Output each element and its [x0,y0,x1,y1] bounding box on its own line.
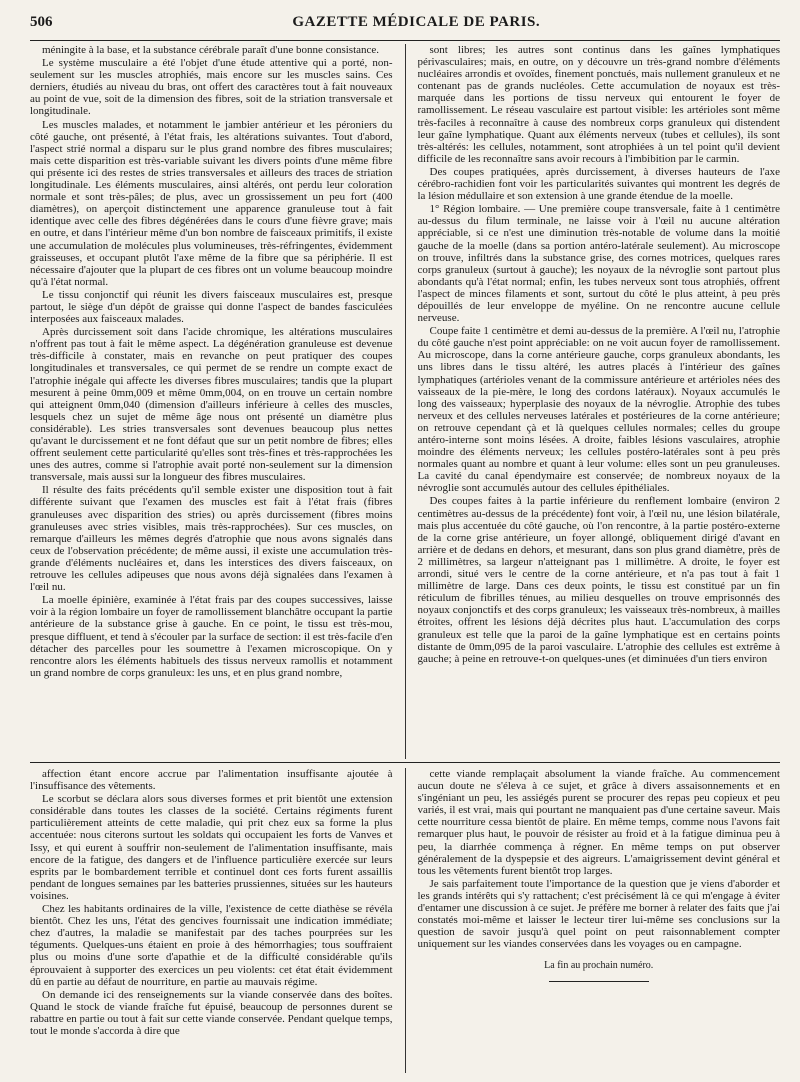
top-right-column [418,44,781,759]
paragraph: On demande ici des renseignements sur la viande conservée dans des boîtes. Quand le stock de viande fraîche fut épuisé, beaucoup de personnes durent se rabattre en partie ou tout à fait sur cette viande conservée. Pendant quelque temps, tout le monde s'accorda à dire que [30,988,393,1037]
column-divider [405,768,406,1073]
paragraph: Le tissu conjonctif qui réunit les divers faisceaux musculaires est, presque partout, le siège d'un dépôt de graisse qui donne l'aspect de bandes fasciculées interposées aux faisceaux malades. [30,288,393,326]
paragraph: La moelle épinière, examinée à l'état frais par des coupes successives, laisse voir à la région lombaire un foyer de ramollissement blanchâtre occupant la partie antérieure de la substance grise à gauche. En ce point, le tissu est très-mou, presque diffluent, et tend à s'écouler par la surface de section: il est très-facile d'en détacher des parcelles pour les soumettre à l'examen microscopique. On y rencontre alors les éléments habituels des tissus nerveux ramollis et notamment un grand nombre de corps granuleux: les uns, et en plus grand nombre, [30,594,393,679]
end-rule [549,981,649,982]
paragraph: 1° Région lombaire. — Une première coupe transversale, faite à 1 centimètre au-dessus du filum terminale, ne laisse voir à l'œil nu aucune altération appréciable, si ce n'est une diminution très-notable de volume dans la moitié gauche de la moelle (dans sa portion antéro-latérale seulement). Au microscope on trouve, infiltrés dans la substance grise, des cornes motrices, quelques rares corps granuleux (surtout à gauche); les noyaux de la névroglie sont partout plus abondants qu'à l'état normal; enfin, les tubes nerveux sont tous atrophiés, offrent l'aspect de minces filaments et sont, surtout du côté le plus atteint, à peu près dépouillés de leur enveloppe de myéline. On ne rencontre aucune cellule nerveuse. [417,203,780,325]
paragraph: Le scorbut se déclara alors sous diverses formes et prit bientôt une extension considérable dans toutes les classes de la société. Certains régiments furent particulièrement atteints de cette maladie, qui prit chez eux sa forme la plus accentuée: nous citerons surtout les soldats qui occupaient les forts de Vanves et Issy, et qui eurent à souffrir non-seulement de l'alimentation insuffisante, mais encore de la fatigue, des dangers et de l'influence particulière exercée sur leurs esprits par le bombardement terrible et continuel dont ces forts furent assaillis pendant de longues semaines par les batteries prussiennes, situées sur les hauteurs voisines. [30,793,393,902]
paragraph: Je sais parfaitement toute l'importance de la question que je viens d'aborder et les grands intérêts qui s'y rattachent; c'est précisément là ce qui m'engage à éviter d'entamer une discussion à ce sujet. Je préfère me borner à relater des faits que j'ai constatés moi-même et laisser le lecteur tirer lui-même ses conclusions sur la question de savoir jusqu'à quel point on peut raisonnablement compter uniquement sur les viandes conservées dans les voyages ou en campagne. [417,877,780,951]
paragraph: Chez les habitants ordinaires de la ville, l'existence de cette diathèse se révéla bientôt. Chez les uns, l'état des gencives fournissait une indication immédiate; chez d'autres, la maladie se manifestait par des taches pourprées sur les téguments. Quelques-uns étaient en proie à des hémorrhagies; tous souffraient plus ou moins d'une sorte d'apathie et de la difficulté considérable qu'ils éprouvaient à supporter des exercices un peu violents: cet état était évidemment dû en partie au défaut de nourriture, en partie au mauvais régime. [30,903,393,988]
paragraph: cette viande remplaçait absolument la viande fraîche. Au commencement aucun doute ne s'éleva à ce sujet, et grâce à divers assaisonnements et en s'ingéniant un peu, les assiégés purent se procurer des repas peu copieux et peu variés, il est vrai, mais qui pourtant ne manquaient pas d'une certaine saveur. Mais cette nourriture cessa bientôt de plaire. En même temps, comme nous l'avons fait remarquer plus haut, le pouvoir de résister au froid et à la fatigue diminua peu à peu, la diarrhée commença à régner. En même temps on put observer généralement de la dyspepsie et des aigreurs. L'amaigrissement devint général et tous les vêtements furent bientôt trop larges. [417,768,780,877]
running-title: GAZETTE MÉDICALE DE PARIS. [292,14,541,30]
page-number: 506 [30,14,53,30]
section-divider [30,762,780,763]
article-bottom-section [30,768,780,1073]
bottom-left-column [30,768,393,1073]
paragraph: méningite à la base, et la substance cérébrale paraît d'une bonne consistance. [42,44,380,56]
paragraph: Après durcissement soit dans l'acide chromique, les altérations musculaires n'offrent pas tout à fait le même aspect. La dégénération granuleuse est devenue très-difficile à constater, mais en revanche on peut pratiquer des coupes longitudinales et transversales, ce qui permet de se rendre un compte exact de l'atrophie inégale qui affecte les diverses fibres musculaires; tandis que la plupart mesurent à peine 0mm,009 et même 0mm,004, on en trouve un certain nombre qui atteignent 0mm,040 (dimension d'ailleurs inférieure à celles des muscles, lesquels chez un sujet de même âge nous ont présenté un diamètre plus considérable). Les stries transversales sont devenues beaucoup plus nettes qu'avant le durcissement et ne font défaut que sur un petit nombre de fibres; elles offrent seulement cette particularité qu'elles sont très-fines et très-rapprochées les unes des autres, comme si l'atrophie avait porté non-seulement sur la dimension transversale, mais aussi sur la longueur des fibres musculaires. [30,326,393,484]
paragraph: Les muscles malades, et notamment le jambier antérieur et les péroniers du côté gauche, ont présenté, à l'état frais, les altérations suivantes. Tout d'abord, l'aspect strié normal a disparu sur le plus grand nombre des fibres musculaires; mais cette disparition est très-variable suivant les divers points d'une même fibre qui présente ici des restes de stries transversales et ailleurs des traces de striation longitudinale. Les éléments musculaires, ainsi altérés, ont perdu leur coloration normale et sont très-pâles; de plus, avec un grossissement un peu fort (400 diamètres), on aperçoit distinctement une apparence granuleuse tout à fait identique avec celle des fibres dégénérées dans le cours d'une fièvre grave; mais en outre, et dans l'intérieur même d'un bon nombre de faisceaux primitifs, il existe une accumulation de molécules plus volumineuses, très-réfringentes, évidemment graisseuses, et occupant plutôt l'axe même de la fibre que sa périphérie. Il est nécessaire d'ajouter que la plupart de ces fibres ont un volume beaucoup moindre qu'à l'état normal. [30,118,393,288]
paragraph: Coupe faite 1 centimètre et demi au-dessus de la première. A l'œil nu, l'atrophie du côté gauche n'est point appréciable: on ne voit aucun foyer de ramollissement. Au microscope, dans la corne antérieure gauche, corps granuleux abondants, les uns libres dans le tissu altéré, les autres placés à l'intérieur des gaînes lymphatiques (artérioles venant de la commissure antérieure et artérioles nées des vaisseaux de la pie-mère, le long des cordons latéraux). Noyaux accumulés le long des vaisseaux; hyperplasie des noyaux de la névroglie. Atrophie des tubes nerveux et des cellules nerveuses latérales et postérieures de la corne antérieure; on retrouve cependant çà et là quelques cellules normales; celles du groupe antéro-interne sont moins lésées. A droite, faibles lésions vasculaires, atrophie moindre des éléments nerveux; les cellules postéro-latérales sont à peu près normales quant au nombre et quant à leur volume: elles sont un peu granuleuses. La cavité du canal épendymaire est conservée; de nombreux noyaux de la névroglie sont accumulés autour des cellules épithéliales. [417,325,780,495]
paragraph: Le système musculaire a été l'objet d'une étude attentive qui a porté, non-seulement sur les muscles atrophiés, mais encore sur les muscles sains. Ces derniers, étudiés au niveau du bras, ont offert des caractères tout à fait nouveaux au point de vue, soit de la dimension des fibres, soit de la striation transversale et longitudinale. [30,57,393,118]
paragraph: sont libres; les autres sont continus dans les gaînes lymphatiques périvasculaires; mais, en outre, on y découvre un très-grand nombre d'éléments nucléaires arrondis et ovoïdes, finement ponctués, mais nullement granuleux et ne contenant pas de grands nucléoles. Cette accumulation de noyaux est très-marquée dans les portions de tissu nerveux qui entourent le foyer de ramollissement. Le réseau vasculaire est partout visible: les artérioles sont même très-faciles à reconnaître à cause des nombreux corps granuleux qui distendent leur gaîne lymphatique. Quant aux éléments nerveux (tubes et cellules), ils sont très-altérés: les cellules, notamment, sont atrophiées à un tel point qu'il devient difficile de les reconnaître sans avoir recours à l'imbibition par le carmin. [417,44,780,165]
paragraph: affection étant encore accrue par l'alimentation insuffisante ajoutée à l'insuffisance des vêtements. [30,768,393,793]
column-divider [405,44,406,759]
paragraph: Des coupes faites à la partie inférieure du renflement lombaire (environ 2 centimètres au-dessus de la précédente) font voir, à l'œil nu, une lésion bilatérale, mais plus accentuée du côté gauche, où l'on rencontre, à la partie postéro-externe de la corne grise antérieure, un foyer allongé, obliquement dirigé d'avant en arrière et de dedans en dehors, et mesurant, dans son plus grand diamètre, près de 2 millimètres, sa largeur n'atteignant pas 1 millimètre. A droite, le foyer est arrondi, situé vers le centre de la corne antérieure, et n'a pas tout à fait 1 millimètre de large. Dans ces deux points, le tissu est constitué par un fin réticulum de fibrilles ténues, au milieu desquelles on trouve emprisonnés des noyaux conjonctifs et des corps granuleux; les vaisseaux très-nombreux, à mailles étroites, offrent les lésions déjà décrites plus haut. L'accumulation des corps granuleux est telle que la paroi de la gaîne lymphatique est en certains points distante de 0mm,095 de la paroi vasculaire. L'atrophie des cellules est extrême à gauche; à peine en retrouve-t-on quelques-unes (et diminuées d'un tiers environ [417,495,780,665]
top-left-column [30,44,393,759]
bottom-right-column [418,768,781,1073]
paragraph: Des coupes pratiquées, après durcissement, à diverses hauteurs de l'axe cérébro-rachidien font voir les particularités suivantes qui montrent les degrés de la lésion médullaire et son extension à une grande étendue de la moelle. [417,165,780,203]
continued-note: La fin au prochain numéro. [544,960,654,972]
page-header [30,14,780,41]
paragraph: Il résulte des faits précédents qu'il semble exister une disposition tout à fait différente suivant que l'examen des muscles est fait à l'état frais (fibres granuleuses avec disparition des stries) ou après durcissement (fibres moins granuleuses avec stries visibles, mais très-rapprochées). Sur ces muscles, on remarque d'ailleurs les mêmes degrés d'atrophie que nous avons signalés dans ceux de l'observation précédente; de même aussi, il existe une accumulation très-grande d'éléments nucléaires et, dans les interstices des divers faisceaux, on retrouve les cellules adipeuses que nous avons déjà signalées dans l'examen à l'œil nu. [30,484,393,594]
article-top-section [30,44,780,759]
